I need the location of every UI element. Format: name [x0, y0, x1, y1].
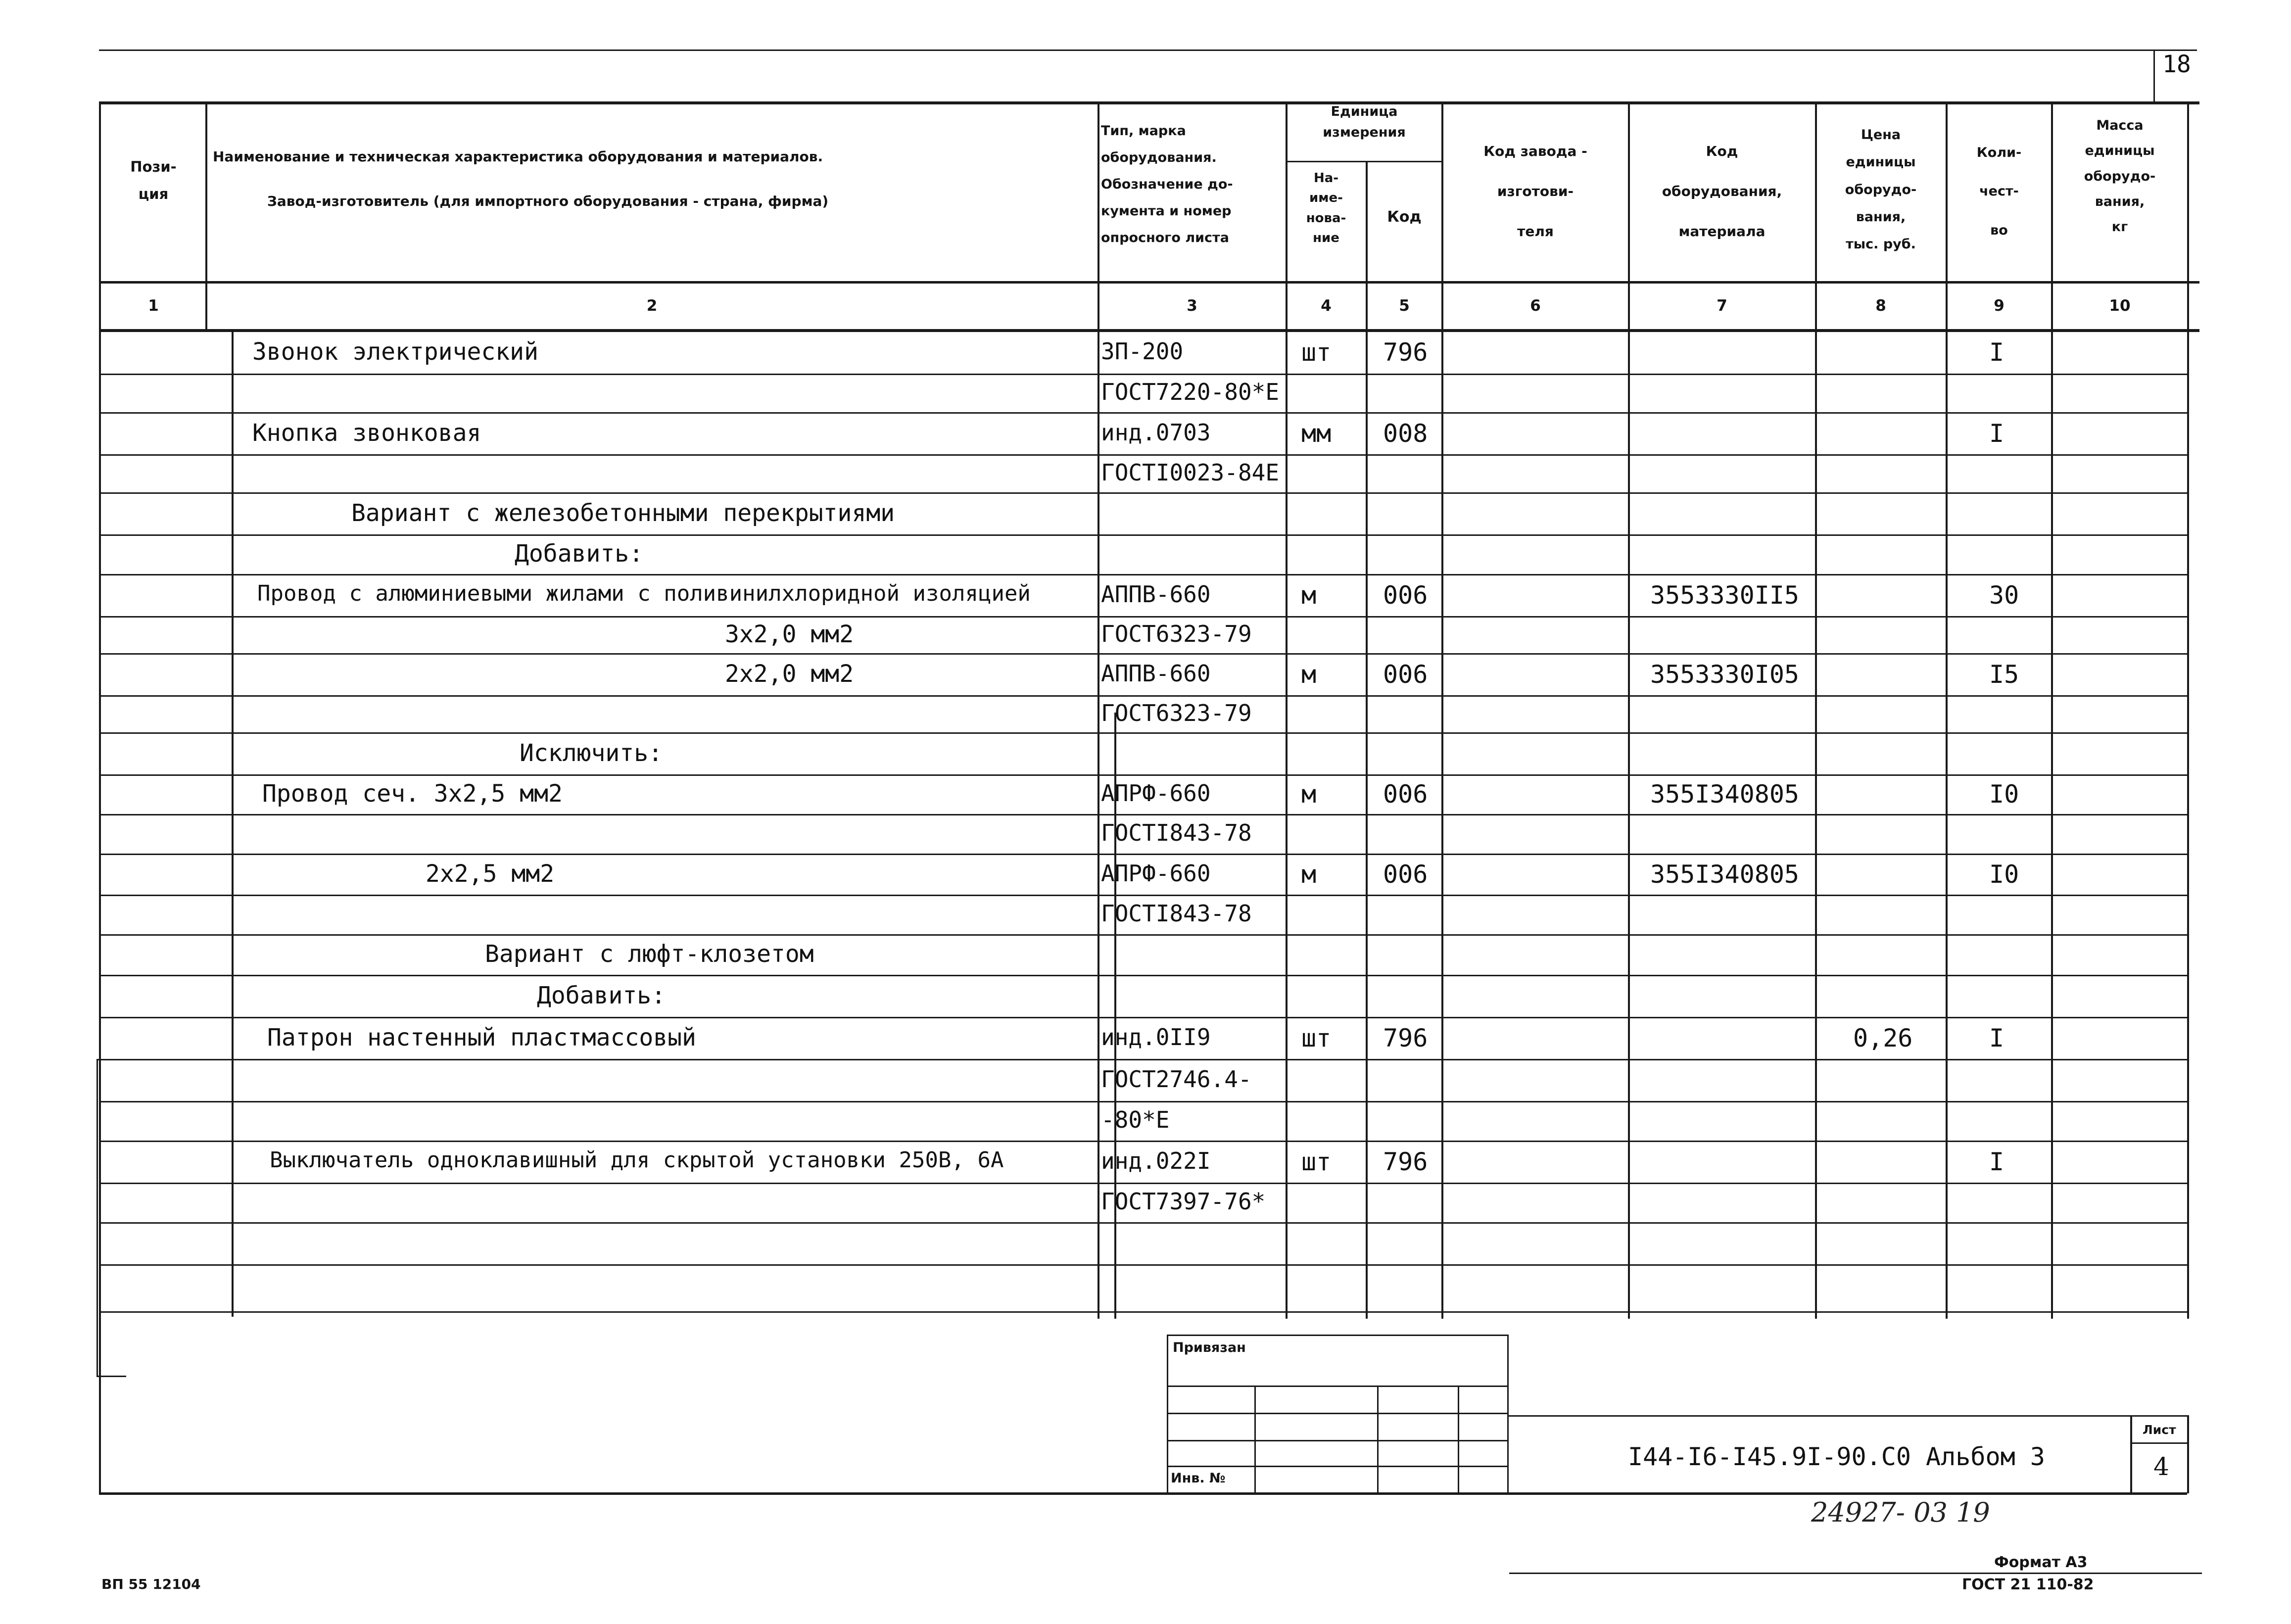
- row-unit: м: [1301, 860, 1317, 889]
- tb-right-border: [2187, 1415, 2189, 1493]
- col-border-8: [1946, 101, 1948, 1319]
- row-code: 006: [1383, 860, 1428, 889]
- page-number-frame: [2153, 49, 2155, 104]
- unit-group-divider: [1286, 161, 1441, 162]
- row-divider: [99, 854, 2188, 855]
- row-type: ГОСТ6323-79: [1101, 699, 1252, 726]
- tb-col-b: [1254, 1385, 1256, 1493]
- header-mass: Масса единицы оборудо- вания, кг: [2084, 118, 2156, 235]
- col-border-1-body: [232, 331, 234, 1317]
- colnum-2: 2: [646, 297, 658, 315]
- col-border-0: [99, 101, 101, 1493]
- header-unit-name: На- име- нова- ние: [1306, 171, 1346, 245]
- tb-privyazan: Привязан: [1173, 1340, 1246, 1355]
- table-bottom-rule: [99, 1492, 2187, 1495]
- row-type: ГОСТI843-78: [1101, 819, 1252, 846]
- row-divider: [99, 1059, 2188, 1060]
- row-unit: м: [1301, 580, 1317, 610]
- row-type: ГОСТI0023-84Е: [1101, 459, 1280, 486]
- row-code: 006: [1383, 780, 1428, 809]
- row-name: Добавить:: [537, 981, 666, 1009]
- row-name: Выключатель одноклавишный для скрытой установки 250В, 6А: [270, 1147, 1004, 1173]
- col-border-6: [1628, 101, 1630, 1319]
- row-name: Добавить:: [515, 540, 644, 568]
- row-type: ГОСТI843-78: [1101, 900, 1252, 927]
- row-code: 006: [1383, 660, 1428, 689]
- tb-col-c: [1377, 1385, 1379, 1493]
- row-divider: [99, 695, 2188, 697]
- colnum-10: 10: [2109, 297, 2131, 315]
- row-divider: [99, 1017, 2188, 1018]
- header-bottom-border: [99, 281, 2199, 284]
- row-type: ГОСТ7397-76*: [1101, 1188, 1266, 1215]
- row-type: ГОСТ2746.4-: [1101, 1065, 1252, 1093]
- row-divider: [99, 895, 2188, 896]
- header-factory-code: Код завода - изготови- теля: [1483, 143, 1587, 240]
- row-mat: 3553330II5: [1650, 580, 1800, 610]
- row-type: инд.0703: [1101, 419, 1211, 446]
- col-border-7: [1815, 101, 1817, 1319]
- row-name: Провод с алюминиевыми жилами с поливинилхлоридной изоляцией: [257, 580, 1031, 606]
- row-mat: 355I340805: [1650, 780, 1800, 809]
- row-type: инд.022I: [1101, 1147, 1211, 1174]
- row-divider: [99, 975, 2188, 976]
- handwritten-note: 24927- 03 19: [1811, 1497, 1990, 1528]
- row-name: Вариант с железобетонными перекрытиями: [351, 499, 895, 527]
- row-divider: [99, 1222, 2188, 1224]
- tb-sheet-label: Лист: [2143, 1423, 2176, 1437]
- row-divider: [99, 374, 2188, 375]
- row-divider: [99, 534, 2188, 536]
- colnum-9: 9: [1994, 297, 2005, 315]
- row-unit: м: [1301, 780, 1317, 809]
- row-qty: I: [1989, 1023, 2005, 1052]
- row-unit: мм: [1301, 419, 1332, 448]
- binding-margin-line: [96, 1059, 98, 1376]
- tb-main-rule: [1507, 1415, 2187, 1417]
- row-code: 796: [1383, 1147, 1428, 1176]
- row-name: Звонок электрический: [252, 337, 538, 366]
- tb-inv-no: Инв. №: [1171, 1471, 1226, 1486]
- row-divider: [99, 1141, 2188, 1142]
- binding-tick-bottom: [96, 1376, 126, 1377]
- row-code: 796: [1383, 1023, 1428, 1052]
- gost-label: ГОСТ 21 110-82: [1962, 1576, 2094, 1593]
- header-manufacturer: Завод-изготовитель (для импортного оборудования - страна, фирма): [267, 193, 829, 209]
- row-name: Вариант с люфт-клозетом: [485, 940, 814, 968]
- row-type: ГОСТ7220-80*Е: [1101, 379, 1280, 405]
- row-code: 008: [1383, 419, 1428, 448]
- row-type: АППВ-660: [1101, 580, 1211, 608]
- header-price: Цена единицы оборудо- вания, тыс. руб.: [1845, 127, 1917, 252]
- colnum-3: 3: [1187, 297, 1197, 315]
- row-mat: 3553330I05: [1650, 660, 1800, 689]
- row-name: 2х2,5 мм2: [426, 860, 555, 888]
- row-type: ГОСТ6323-79: [1101, 620, 1252, 647]
- colnum-6: 6: [1530, 297, 1541, 315]
- col-border-1-header: [205, 101, 207, 332]
- tb-sheet-divider: [2130, 1442, 2187, 1444]
- header-material-code: Код оборудования, материала: [1662, 143, 1782, 240]
- row-qty: I0: [1989, 860, 2019, 889]
- row-qty: I0: [1989, 780, 2019, 809]
- header-unit-group: Единица измерения: [1323, 104, 1406, 140]
- bottom-code: ВП 55 12104: [101, 1576, 201, 1592]
- table-top-border: [99, 101, 2199, 104]
- page-number: 18: [2162, 50, 2191, 78]
- header-type: Тип, марка оборудования. Обозначение до- кумента и номер опросного листа: [1101, 123, 1233, 245]
- row-qty: I5: [1989, 660, 2019, 689]
- row-name: 3х2,0 мм2: [725, 620, 854, 648]
- tb-col-d: [1458, 1385, 1459, 1493]
- tb-sheet-frame: [2130, 1415, 2132, 1493]
- row-divider: [99, 774, 2188, 776]
- row-type: АПРФ-660: [1101, 780, 1211, 807]
- row-divider: [99, 732, 2188, 734]
- row-divider: [99, 814, 2188, 815]
- row-divider: [99, 492, 2188, 494]
- row-divider: [99, 454, 2188, 456]
- row-name: Исключить:: [520, 739, 663, 767]
- row-divider: [99, 616, 2188, 618]
- row-qty: I: [1989, 1147, 2005, 1176]
- header-name: Наименование и техническая характеристика оборудования и материалов.: [213, 148, 823, 165]
- footer-rule: [1509, 1573, 2202, 1574]
- header-position: Пози- ция: [130, 158, 177, 203]
- colnum-7: 7: [1717, 297, 1727, 315]
- col-border-4: [1366, 161, 1368, 1319]
- colnum-5: 5: [1399, 297, 1410, 315]
- tb-rule-4: [1168, 1466, 1507, 1467]
- row-unit: шт: [1301, 1147, 1332, 1176]
- col-border-10: [2187, 101, 2189, 1319]
- col-border-2: [1098, 101, 1099, 1319]
- row-qty: I: [1989, 337, 2005, 367]
- row-type: ЗП-200: [1101, 337, 1184, 365]
- row-code: 796: [1383, 337, 1428, 367]
- row-type: АПРФ-660: [1101, 860, 1211, 887]
- header-unit-code: Код: [1387, 208, 1422, 226]
- row-unit: м: [1301, 660, 1317, 689]
- row-qty: 30: [1989, 580, 2019, 610]
- tb-rule-2: [1168, 1413, 1507, 1414]
- row-name: Кнопка звонковая: [252, 419, 481, 447]
- row-divider: [99, 1311, 2188, 1313]
- colnum-1: 1: [148, 297, 159, 315]
- row-name: Провод сеч. 3х2,5 мм2: [262, 780, 563, 808]
- row-divider: [99, 574, 2188, 575]
- binding-tick-top: [96, 1059, 121, 1060]
- colnum-bottom-border: [99, 329, 2199, 332]
- row-code: 006: [1383, 580, 1428, 610]
- row-price: 0,26: [1853, 1023, 1913, 1052]
- tb-doc-code: I44-I6-I45.9I-90.С0 Альбом 3: [1628, 1442, 2045, 1471]
- row-divider: [99, 653, 2188, 655]
- top-rule: [99, 49, 2197, 51]
- row-unit: шт: [1301, 337, 1332, 367]
- row-name: 2х2,0 мм2: [725, 660, 854, 688]
- row-divider: [99, 934, 2188, 936]
- row-divider: [99, 1264, 2188, 1266]
- row-qty: I: [1989, 419, 2005, 448]
- colnum-8: 8: [1875, 297, 1886, 315]
- col-border-9: [2051, 101, 2053, 1319]
- tb-rule-1: [1168, 1385, 1507, 1387]
- row-name: Патрон настенный пластмассовый: [267, 1023, 696, 1051]
- tb-col-e: [1507, 1335, 1509, 1493]
- col-border-5: [1441, 101, 1443, 1319]
- tb-rule-top: [1168, 1335, 1507, 1336]
- format-label: Формат А3: [1994, 1554, 2088, 1571]
- row-divider: [99, 1101, 2188, 1102]
- row-type: инд.0II9: [1101, 1023, 1211, 1051]
- row-divider: [99, 412, 2188, 414]
- row-divider: [99, 1183, 2188, 1184]
- row-mat: 355I340805: [1650, 860, 1800, 889]
- tb-rule-3: [1168, 1440, 1507, 1441]
- col-border-3: [1286, 101, 1288, 1319]
- row-type: АППВ-660: [1101, 660, 1211, 687]
- row-type: -80*Е: [1101, 1106, 1170, 1133]
- row-unit: шт: [1301, 1023, 1332, 1052]
- header-quantity: Коли- чест- во: [1976, 145, 2022, 238]
- colnum-4: 4: [1321, 297, 1332, 315]
- tb-sheet-number: 4: [2153, 1452, 2169, 1481]
